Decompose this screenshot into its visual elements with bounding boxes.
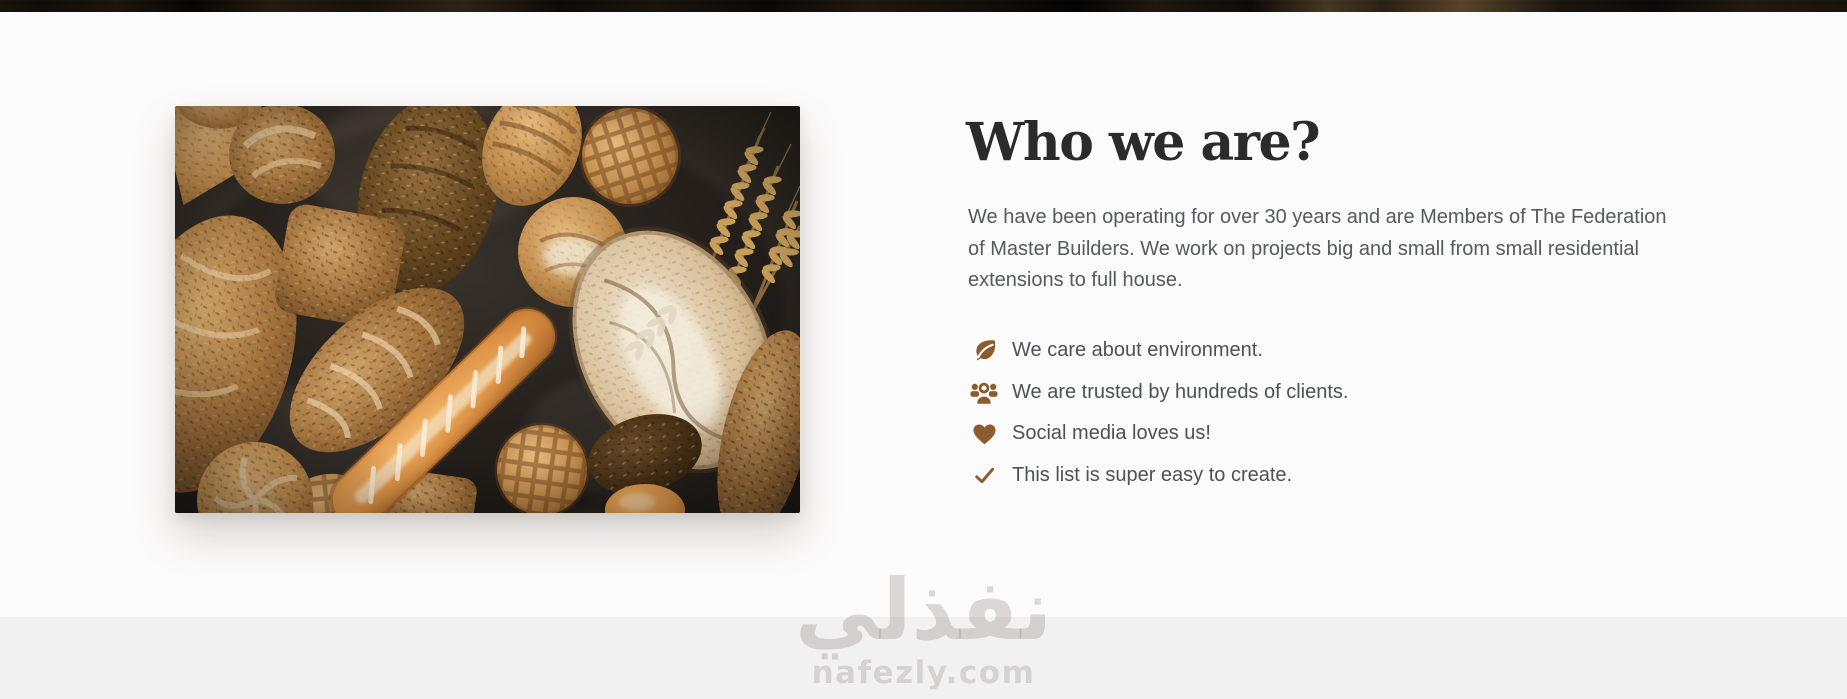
page-title: Who we are? [966, 112, 1320, 173]
heart-icon [968, 418, 1000, 450]
check-icon [968, 460, 1000, 492]
top-image-strip [0, 0, 1847, 12]
users-icon [968, 376, 1000, 408]
feature-text: This list is super easy to create. [1012, 464, 1293, 487]
watermark-domain-text: nafezly.com [811, 655, 1036, 691]
watermark-arabic-logo: نفذلي [794, 561, 1053, 659]
feature-text: We care about environment. [1012, 339, 1263, 362]
feature-item-social [968, 413, 1348, 455]
bottom-section-band [0, 617, 1847, 699]
feature-item-clients [968, 372, 1348, 414]
intro-paragraph-line: extensions to full house. [968, 269, 1183, 292]
top-image-strip-blur [0, 0, 1847, 12]
feature-item-environment [968, 330, 1348, 372]
intro-paragraph-line: of Master Builders. We work on projects big and small from small residential [968, 237, 1639, 260]
bakery-photo [175, 106, 800, 513]
bakery-photo-illustration [175, 106, 800, 513]
feature-text: We are trusted by hundreds of clients. [1012, 380, 1349, 403]
leaf-icon [968, 335, 1000, 367]
feature-text: Social media loves us! [1012, 422, 1211, 445]
feature-item-easy-list [968, 455, 1348, 497]
feature-list [968, 330, 1348, 496]
intro-paragraph-line: We have been operating for over 30 years and are Members of The Federation [968, 206, 1667, 228]
intro-paragraph [968, 202, 1667, 297]
